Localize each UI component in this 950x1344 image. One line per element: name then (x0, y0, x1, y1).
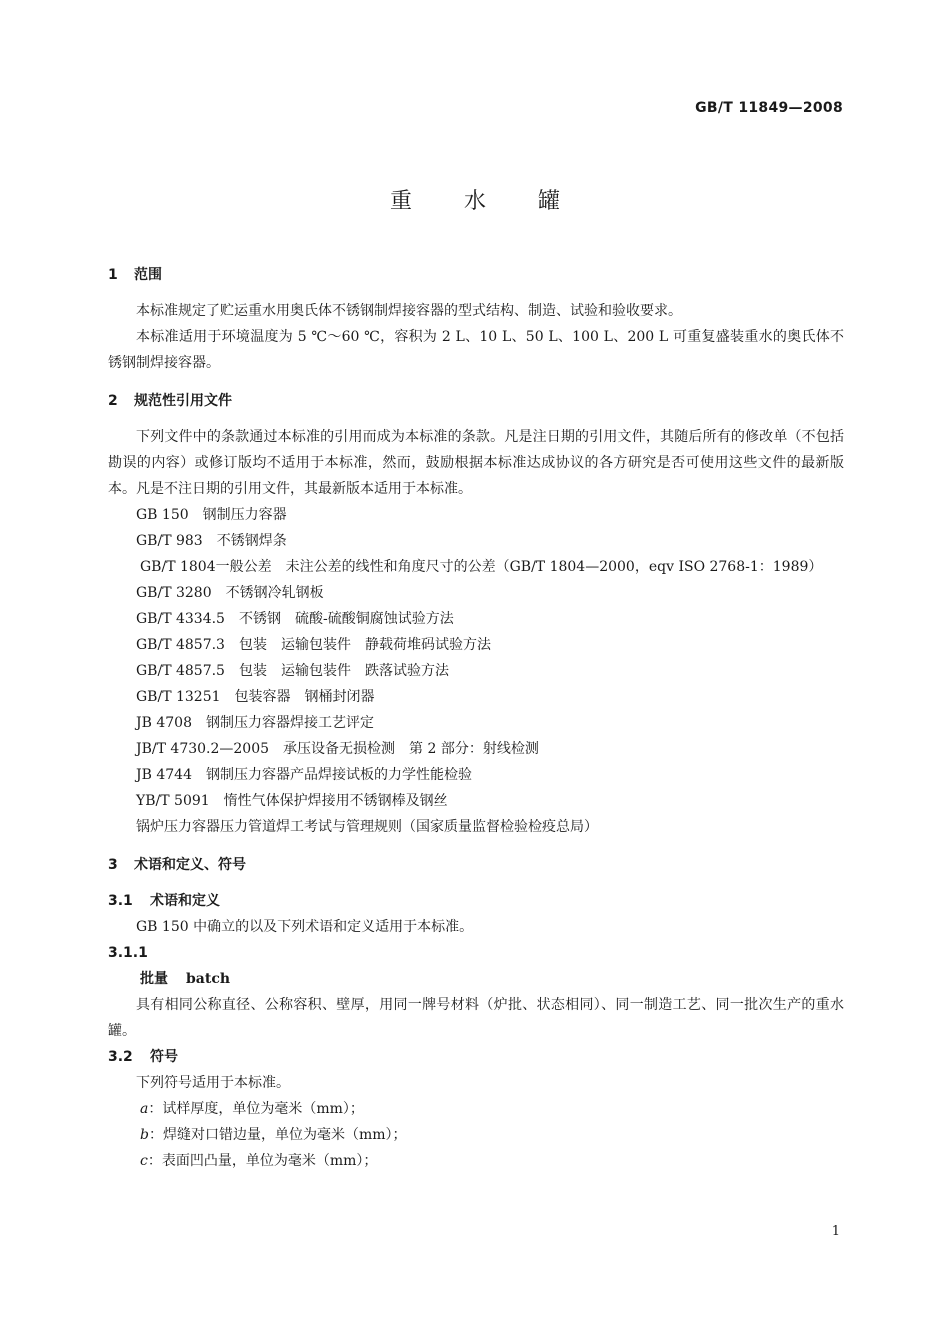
document-title: 重水罐 (389, 189, 612, 214)
reference-item: GB/T 4857.5 包装 运输包装件 跌落试验方法 (136, 663, 449, 679)
reference-item: JB 4744 钢制压力容器产品焊接试板的力学性能检验 (136, 767, 472, 783)
section-title: 术语和定义、符号 (134, 857, 246, 873)
references-intro: 下列文件中的条款通过本标准的引用而成为本标准的条款。凡是注日期的引用文件，其随后所有的修改单（不包括勘误的内容）或修订版均不适用于本标准，然而，鼓励根据本标准达成协议的各方研究是否可使用这些文件的最新版本。凡是不注日期的引用文件，其最新版本适用于本标准。 (108, 429, 844, 497)
reference-item: JB/T 4730.2—2005 承压设备无损检测 第 2 部分：射线检测 (136, 741, 539, 757)
section-title: 范围 (134, 267, 162, 283)
scope-paragraph-2: 本标准适用于环境温度为 5 ℃～60 ℃，容积为 2 L、10 L、50 L、100 L、200 L 可重复盛装重水的奥氏体不锈钢制焊接容器。 (108, 329, 844, 371)
section-number: 1 (108, 267, 118, 283)
reference-list (108, 502, 844, 840)
symbol-item: c：表面凹凸量，单位为毫米（mm）； (140, 1153, 378, 1169)
section-title: 规范性引用文件 (134, 393, 232, 409)
section-1-heading (108, 262, 844, 288)
terms-intro: GB 150 中确立的以及下列术语和定义适用于本标准。 (136, 919, 474, 935)
reference-item: GB/T 13251 包装容器 钢桶封闭器 (136, 689, 375, 705)
reference-item: GB/T 4334.5 不锈钢 硫酸-硫酸铜腐蚀试验方法 (136, 611, 454, 627)
reference-item: GB/T 1804一般公差 未注公差的线性和角度尺寸的公差（GB/T 1804—2000，eqv ISO 2768-1：1989） (140, 559, 823, 575)
subsection-number: 3.2 (108, 1049, 133, 1065)
subsection-title: 术语和定义 (150, 893, 220, 909)
section-3-heading (108, 852, 844, 878)
subsection-3-2-heading (108, 1044, 844, 1070)
subsection-3-1-heading (108, 888, 844, 914)
section-2-heading (108, 388, 844, 414)
term-chinese: 批量 (140, 971, 168, 987)
reference-item: YB/T 5091 惰性气体保护焊接用不锈钢棒及钢丝 (136, 793, 448, 809)
section-number: 2 (108, 393, 118, 409)
term-definition: 具有相同公称直径、公称容积、壁厚，用同一牌号材料（炉批、状态相同）、同一制造工艺、同一批次生产的重水罐。 (108, 997, 844, 1039)
page-number: 1 (831, 1224, 840, 1239)
term-english: batch (186, 971, 231, 987)
subsection-3-1-1-number: 3.1.1 (108, 945, 148, 961)
symbols-intro: 下列符号适用于本标准。 (136, 1075, 290, 1091)
document-body (108, 262, 844, 1174)
reference-item: GB/T 983 不锈钢焊条 (136, 533, 287, 549)
subsection-number: 3.1 (108, 893, 133, 909)
reference-item: GB/T 4857.3 包装 运输包装件 静载荷堆码试验方法 (136, 637, 491, 653)
symbol-item: a：试样厚度，单位为毫米（mm）； (140, 1101, 364, 1117)
reference-item: GB/T 3280 不锈钢冷轧钢板 (136, 585, 324, 601)
reference-item: GB 150 钢制压力容器 (136, 507, 287, 523)
reference-item: 锅炉压力容器压力管道焊工考试与管理规则（国家质量监督检验检疫总局） (136, 819, 598, 835)
term-heading (108, 966, 844, 992)
section-number: 3 (108, 857, 118, 873)
symbol-item: b：焊缝对口错边量，单位为毫米（mm）； (140, 1127, 407, 1143)
subsection-title: 符号 (150, 1049, 178, 1065)
scope-paragraph-1: 本标准规定了贮运重水用奥氏体不锈钢制焊接容器的型式结构、制造、试验和验收要求。 (136, 303, 682, 319)
reference-item: JB 4708 钢制压力容器焊接工艺评定 (136, 715, 374, 731)
standard-code: GB/T 11849—2008 (695, 100, 843, 116)
